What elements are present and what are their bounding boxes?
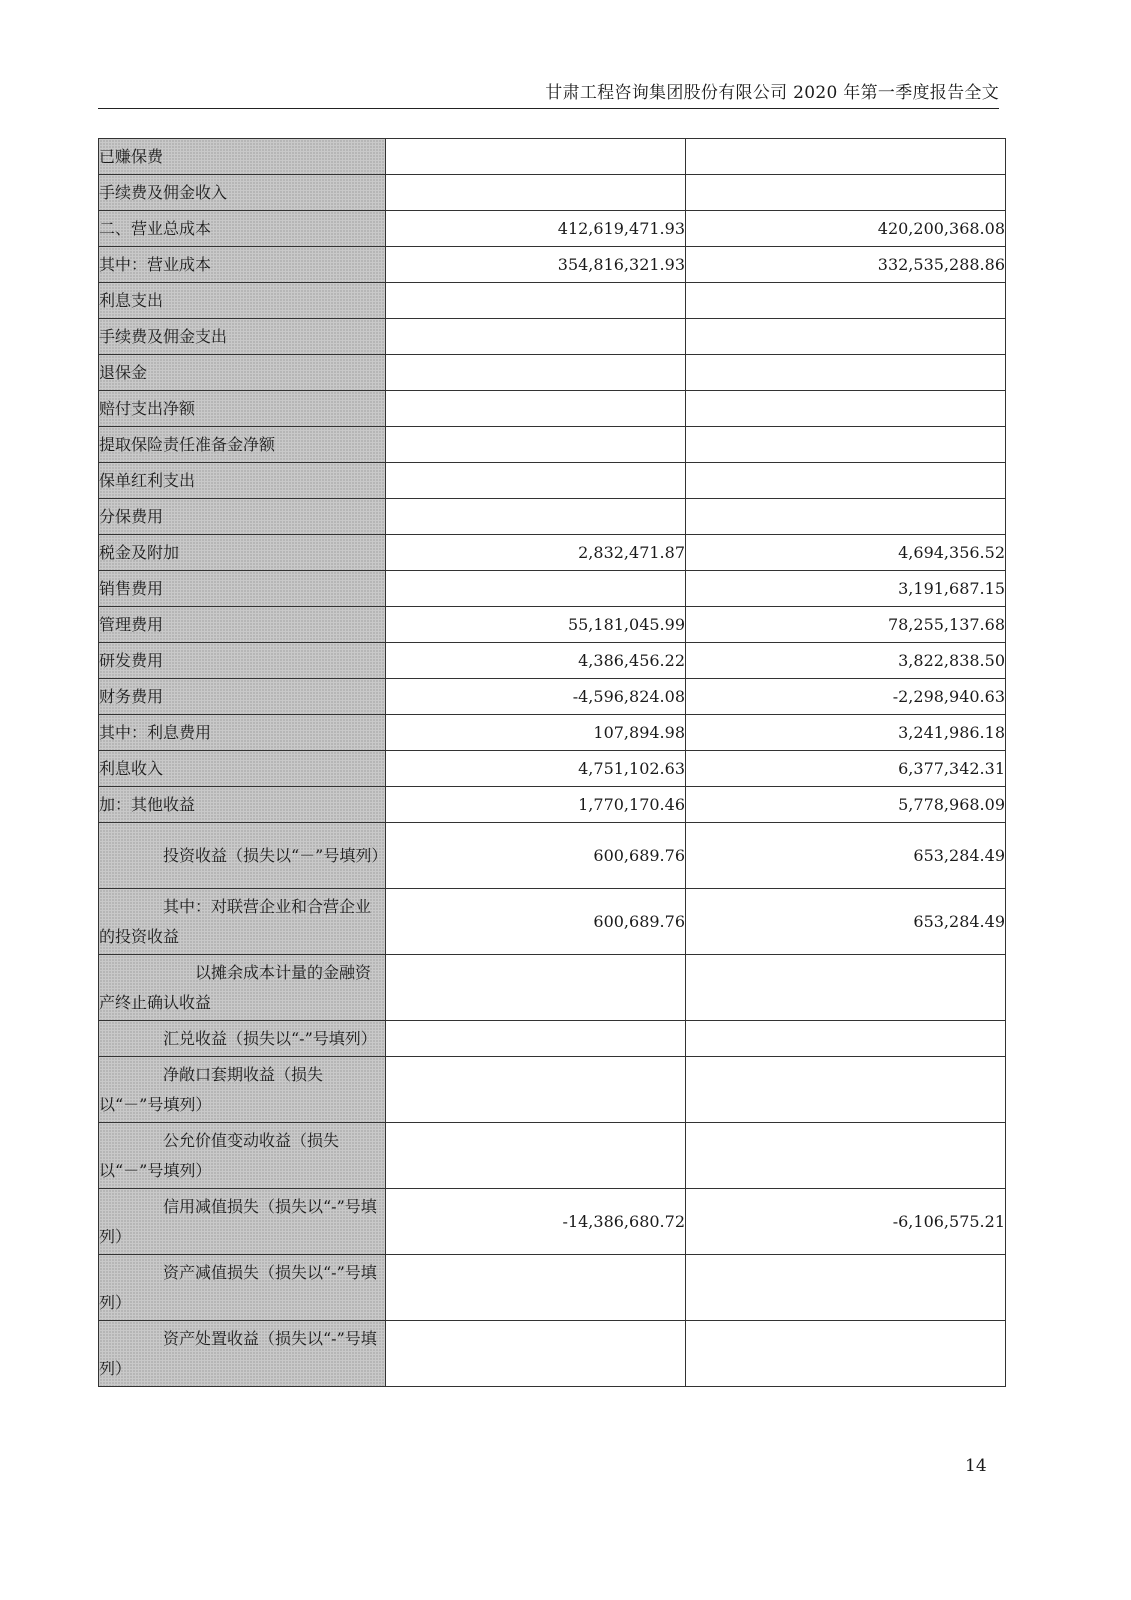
prior-period-value bbox=[686, 139, 1006, 175]
current-period-value: 55,181,045.99 bbox=[386, 607, 686, 643]
table-row bbox=[99, 499, 1006, 535]
current-period-value: 600,689.76 bbox=[386, 823, 686, 889]
table-row bbox=[99, 889, 1006, 955]
table-row bbox=[99, 283, 1006, 319]
table-row bbox=[99, 1189, 1006, 1255]
row-label: 资产减值损失（损失以“-”号填列） bbox=[99, 1255, 386, 1321]
prior-period-value: 3,191,687.15 bbox=[686, 571, 1006, 607]
prior-period-value bbox=[686, 499, 1006, 535]
prior-period-value bbox=[686, 1321, 1006, 1387]
table-row bbox=[99, 535, 1006, 571]
current-period-value bbox=[386, 571, 686, 607]
row-label: 税金及附加 bbox=[99, 535, 386, 571]
prior-period-value: 3,241,986.18 bbox=[686, 715, 1006, 751]
table-row bbox=[99, 319, 1006, 355]
prior-period-value: 5,778,968.09 bbox=[686, 787, 1006, 823]
page-header bbox=[98, 78, 999, 109]
row-label: 管理费用 bbox=[99, 607, 386, 643]
table-row bbox=[99, 751, 1006, 787]
row-label: 净敞口套期收益（损失以“－”号填列） bbox=[99, 1057, 386, 1123]
prior-period-value bbox=[686, 319, 1006, 355]
row-label: 资产处置收益（损失以“-”号填列） bbox=[99, 1321, 386, 1387]
prior-period-value bbox=[686, 355, 1006, 391]
row-label: 利息支出 bbox=[99, 283, 386, 319]
prior-period-value: -2,298,940.63 bbox=[686, 679, 1006, 715]
current-period-value: 4,386,456.22 bbox=[386, 643, 686, 679]
current-period-value bbox=[386, 427, 686, 463]
prior-period-value: 653,284.49 bbox=[686, 823, 1006, 889]
table-row bbox=[99, 1255, 1006, 1321]
current-period-value bbox=[386, 355, 686, 391]
current-period-value: -14,386,680.72 bbox=[386, 1189, 686, 1255]
row-label: 其中：利息费用 bbox=[99, 715, 386, 751]
page-number: 14 bbox=[965, 1456, 987, 1476]
prior-period-value bbox=[686, 1255, 1006, 1321]
table-row bbox=[99, 787, 1006, 823]
current-period-value: 354,816,321.93 bbox=[386, 247, 686, 283]
current-period-value bbox=[386, 391, 686, 427]
prior-period-value bbox=[686, 391, 1006, 427]
prior-period-value: 78,255,137.68 bbox=[686, 607, 1006, 643]
current-period-value bbox=[386, 175, 686, 211]
table-row bbox=[99, 427, 1006, 463]
table-row bbox=[99, 607, 1006, 643]
prior-period-value bbox=[686, 175, 1006, 211]
row-label: 财务费用 bbox=[99, 679, 386, 715]
current-period-value bbox=[386, 139, 686, 175]
row-label: 手续费及佣金支出 bbox=[99, 319, 386, 355]
prior-period-value: 6,377,342.31 bbox=[686, 751, 1006, 787]
current-period-value bbox=[386, 1057, 686, 1123]
current-period-value bbox=[386, 1255, 686, 1321]
table-row bbox=[99, 247, 1006, 283]
prior-period-value: 653,284.49 bbox=[686, 889, 1006, 955]
current-period-value bbox=[386, 283, 686, 319]
row-label: 投资收益（损失以“－”号填列） bbox=[99, 823, 386, 889]
prior-period-value bbox=[686, 283, 1006, 319]
prior-period-value bbox=[686, 1021, 1006, 1057]
current-period-value bbox=[386, 463, 686, 499]
table-row bbox=[99, 571, 1006, 607]
row-label: 提取保险责任准备金净额 bbox=[99, 427, 386, 463]
table-row bbox=[99, 211, 1006, 247]
row-label: 退保金 bbox=[99, 355, 386, 391]
current-period-value bbox=[386, 955, 686, 1021]
table-row bbox=[99, 643, 1006, 679]
current-period-value bbox=[386, 1021, 686, 1057]
table-row bbox=[99, 715, 1006, 751]
current-period-value bbox=[386, 499, 686, 535]
row-label: 其中：营业成本 bbox=[99, 247, 386, 283]
table-row bbox=[99, 175, 1006, 211]
row-label: 信用减值损失（损失以“-”号填列） bbox=[99, 1189, 386, 1255]
table-row bbox=[99, 955, 1006, 1021]
table-row bbox=[99, 391, 1006, 427]
current-period-value bbox=[386, 1321, 686, 1387]
row-label: 以摊余成本计量的金融资产终止确认收益 bbox=[99, 955, 386, 1021]
current-period-value: 1,770,170.46 bbox=[386, 787, 686, 823]
row-label: 其中：对联营企业和合营企业的投资收益 bbox=[99, 889, 386, 955]
table-row bbox=[99, 679, 1006, 715]
table-row bbox=[99, 1021, 1006, 1057]
row-label: 手续费及佣金收入 bbox=[99, 175, 386, 211]
row-label: 汇兑收益（损失以“-”号填列） bbox=[99, 1021, 386, 1057]
table-row bbox=[99, 463, 1006, 499]
prior-period-value bbox=[686, 955, 1006, 1021]
row-label: 研发费用 bbox=[99, 643, 386, 679]
row-label: 销售费用 bbox=[99, 571, 386, 607]
table-row bbox=[99, 139, 1006, 175]
current-period-value bbox=[386, 1123, 686, 1189]
prior-period-value: 3,822,838.50 bbox=[686, 643, 1006, 679]
current-period-value: 600,689.76 bbox=[386, 889, 686, 955]
current-period-value: 4,751,102.63 bbox=[386, 751, 686, 787]
row-label: 赔付支出净额 bbox=[99, 391, 386, 427]
income-statement-table bbox=[98, 138, 1006, 1387]
table-row bbox=[99, 1321, 1006, 1387]
row-label: 已赚保费 bbox=[99, 139, 386, 175]
row-label: 二、营业总成本 bbox=[99, 211, 386, 247]
row-label: 公允价值变动收益（损失以“－”号填列） bbox=[99, 1123, 386, 1189]
row-label: 分保费用 bbox=[99, 499, 386, 535]
prior-period-value: 332,535,288.86 bbox=[686, 247, 1006, 283]
table-row bbox=[99, 1057, 1006, 1123]
prior-period-value bbox=[686, 463, 1006, 499]
current-period-value: 2,832,471.87 bbox=[386, 535, 686, 571]
prior-period-value: 4,694,356.52 bbox=[686, 535, 1006, 571]
prior-period-value: -6,106,575.21 bbox=[686, 1189, 1006, 1255]
current-period-value bbox=[386, 319, 686, 355]
prior-period-value bbox=[686, 1057, 1006, 1123]
table-row bbox=[99, 823, 1006, 889]
current-period-value: 107,894.98 bbox=[386, 715, 686, 751]
row-label: 加：其他收益 bbox=[99, 787, 386, 823]
prior-period-value: 420,200,368.08 bbox=[686, 211, 1006, 247]
report-title: 甘肃工程咨询集团股份有限公司 2020 年第一季度报告全文 bbox=[545, 83, 999, 103]
row-label: 利息收入 bbox=[99, 751, 386, 787]
current-period-value: 412,619,471.93 bbox=[386, 211, 686, 247]
prior-period-value bbox=[686, 427, 1006, 463]
table-row bbox=[99, 355, 1006, 391]
prior-period-value bbox=[686, 1123, 1006, 1189]
table-row bbox=[99, 1123, 1006, 1189]
row-label: 保单红利支出 bbox=[99, 463, 386, 499]
current-period-value: -4,596,824.08 bbox=[386, 679, 686, 715]
